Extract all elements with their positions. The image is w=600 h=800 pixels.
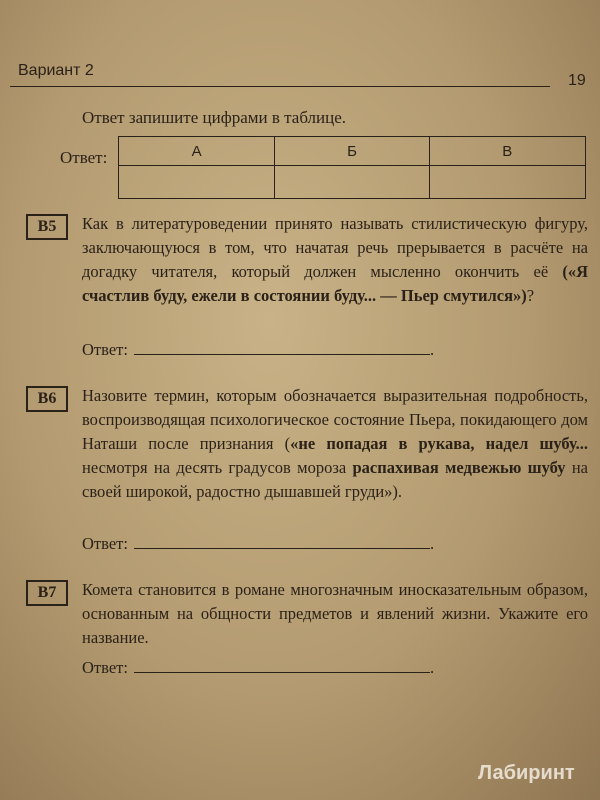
answer-cell-b[interactable] (275, 166, 429, 199)
labirint-watermark: Лабиринт (478, 762, 575, 784)
question-badge-b5: B5 (26, 214, 68, 240)
question-text-segment: Назовите термин, которым обозначается выразительная подробность, воспроизводящая психологическое состояние Пьера, покидающего дом Наташи после признания ( (82, 386, 588, 453)
question-badge-b6: B6 (26, 386, 68, 412)
question-text-segment: «не попадая в рукава, надел шубу... (290, 434, 588, 453)
answer-label-b6: Ответ: (82, 534, 128, 553)
header-rule (10, 86, 550, 87)
table-answer-label: Ответ: (60, 148, 108, 167)
question-text-b6 (82, 384, 588, 504)
page-number: 19 (568, 72, 586, 89)
question-text-segment: Как в литературоведении принято называть стилистическую фигуру, заключающуюся в том, что начатая речь прерывается в расчёте на догадку читателя, который должен мысленно окончить её (82, 214, 588, 281)
question-badge-b7: B7 (26, 580, 68, 606)
column-b-header: Б (275, 137, 429, 166)
question-text-segment: несмотря на десять градусов мороза (82, 458, 353, 477)
answer-line-b6[interactable]: Ответ: . (82, 534, 435, 553)
answer-cell-c[interactable] (429, 166, 585, 199)
question-text-segment: ? (526, 286, 535, 305)
column-c-header: В (429, 137, 585, 166)
answer-line-b7[interactable]: Ответ: . (82, 658, 435, 677)
answer-table (118, 136, 586, 199)
answer-table-header-row (119, 137, 586, 166)
question-text-segment: на своей широкой, радостно дышавшей груди»). (82, 458, 588, 501)
question-text-segment: Комета становится в романе многозначным иносказательным образом, основанным на общности предметов и явлений жизни. Укажите его название. (82, 580, 588, 647)
question-text-b5 (82, 212, 588, 308)
answer-blank-b7[interactable] (134, 658, 430, 673)
answer-line-b5[interactable]: Ответ: . (82, 340, 435, 359)
answer-table-input-row (119, 166, 586, 199)
answer-blank-b5[interactable] (134, 340, 430, 355)
answer-cell-a[interactable] (119, 166, 275, 199)
answer-label-b5: Ответ: (82, 340, 128, 359)
column-a-header: А (119, 137, 275, 166)
question-text-segment: («Я счастлив буду, ежели в состоянии буду... — Пьер смутился») (82, 262, 588, 305)
question-text-b7 (82, 578, 588, 650)
variant-label: Вариант 2 (18, 62, 94, 79)
table-instruction: Ответ запишите цифрами в таблице. (82, 108, 347, 127)
answer-blank-b6[interactable] (134, 534, 430, 549)
question-text-segment: распахивая медвежью шубу (352, 458, 566, 477)
page-header (0, 60, 600, 100)
answer-label-b7: Ответ: (82, 658, 128, 677)
